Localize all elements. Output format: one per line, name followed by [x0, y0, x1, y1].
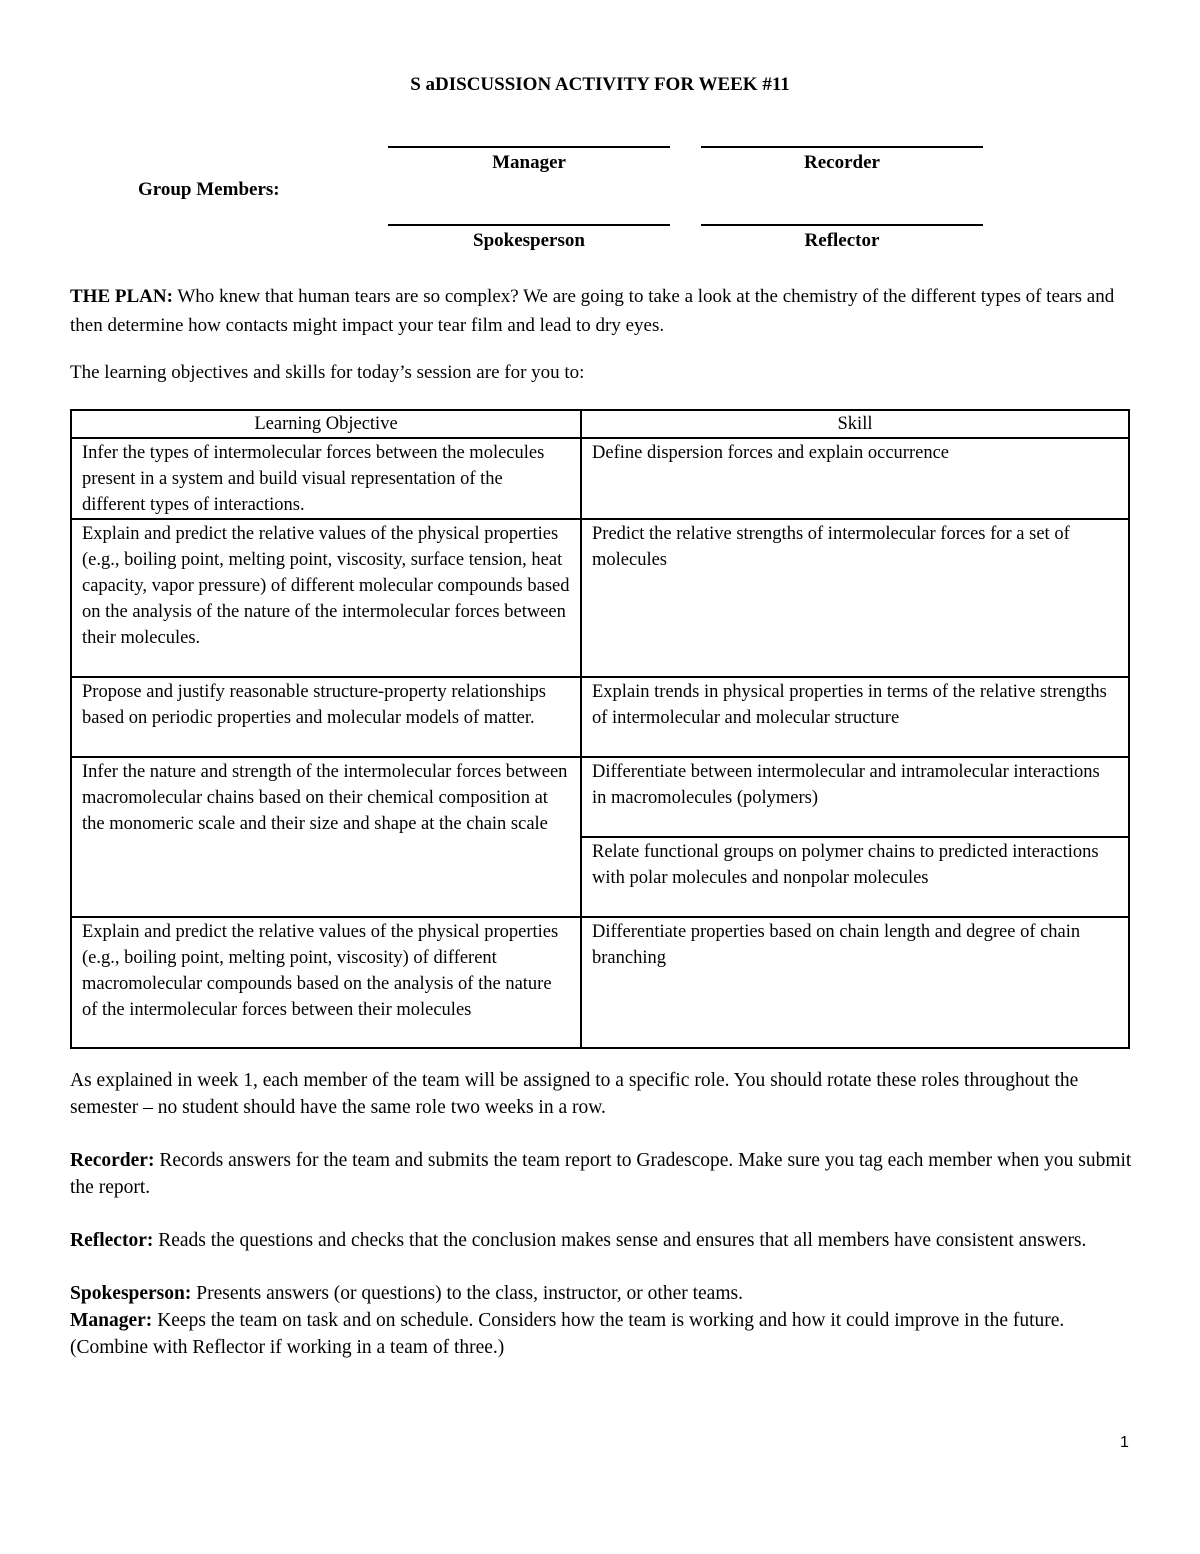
recorder-signature-line	[701, 146, 983, 148]
skill-cell: Predict the relative strengths of intermolecular forces for a set of molecules	[581, 519, 1129, 677]
page-title: S aDISCUSSION ACTIVITY FOR WEEK #11	[410, 74, 790, 95]
table-row	[71, 757, 1129, 837]
table-row	[71, 917, 1129, 1048]
plan-paragraph	[70, 282, 1140, 340]
spokesperson-text: Presents answers (or questions) to the class, instructor, or other teams.	[191, 1283, 743, 1304]
roles-intro-paragraph: As explained in week 1, each member of the team will be assigned to a specific role. You should rotate these roles throughout the semester – no student should have the same role two weeks in a row.	[70, 1070, 1079, 1118]
table-row	[71, 677, 1129, 757]
manager-description	[70, 1307, 1135, 1361]
objective-cell: Infer the types of intermolecular forces between the molecules present in a system and build visual representation of the different types of interactions.	[71, 438, 581, 519]
skill-cell: Differentiate between intermolecular and intramolecular interactions in macromolecules (polymers)	[581, 757, 1129, 837]
table-row	[71, 519, 1129, 677]
recorder-text: Records answers for the team and submits the team report to Gradescope. Make sure you tag each member when you submit the report.	[70, 1150, 1132, 1198]
spokesperson-role-label: Spokesperson	[473, 230, 585, 251]
manager-role-label: Manager	[492, 152, 566, 173]
spokesperson-signature-line	[388, 224, 670, 226]
manager-label: Manager:	[70, 1310, 153, 1331]
group-members-label: Group Members:	[138, 179, 280, 200]
roles-section	[70, 1067, 1135, 1361]
reflector-text: Reads the questions and checks that the conclusion makes sense and ensures that all members have consistent answers.	[153, 1230, 1087, 1251]
table-row	[71, 438, 1129, 519]
skill-cell: Define dispersion forces and explain occurrence	[581, 438, 1129, 519]
reflector-description	[70, 1227, 1135, 1254]
objective-cell: Propose and justify reasonable structure-property relationships based on periodic properties and molecular models of matter.	[71, 677, 581, 757]
spokesperson-label: Spokesperson:	[70, 1283, 192, 1304]
skill-cell: Explain trends in physical properties in terms of the relative strengths of intermolecular and molecular structure	[581, 677, 1129, 757]
plan-text: Who knew that human tears are so complex? We are going to take a look at the chemistry of the different types of tears and then determine how contacts might impact your tear film and lead to dry eyes.	[70, 286, 1115, 336]
objective-cell: Explain and predict the relative values of the physical properties (e.g., boiling point, melting point, viscosity) of different macromolecular compounds based on the analysis of the nature of the intermolecular forces between their molecules	[71, 917, 581, 1048]
spokesperson-description	[70, 1280, 1135, 1307]
skill-column-header: Skill	[581, 410, 1129, 438]
table-header-row	[71, 410, 1129, 438]
objective-column-header: Learning Objective	[71, 410, 581, 438]
manager-text: Keeps the team on task and on schedule. Considers how the team is working and how it could improve in the future. (Combine with Reflector if working in a team of three.)	[70, 1310, 1065, 1358]
objectives-table	[70, 409, 1130, 1049]
reflector-role-label: Reflector	[804, 230, 880, 251]
reflector-label: Reflector:	[70, 1230, 154, 1251]
recorder-description	[70, 1147, 1135, 1201]
objectives-intro: The learning objectives and skills for today’s session are for you to:	[70, 362, 585, 383]
manager-signature-line	[388, 146, 670, 148]
plan-label: THE PLAN:	[70, 286, 173, 307]
recorder-role-label: Recorder	[804, 152, 880, 173]
skill-cell: Relate functional groups on polymer chains to predicted interactions with polar molecules and nonpolar molecules	[581, 837, 1129, 917]
page-number: 1	[1120, 1434, 1129, 1451]
skill-cell: Differentiate properties based on chain length and degree of chain branching	[581, 917, 1129, 1048]
objective-cell: Infer the nature and strength of the intermolecular forces between macromolecular chains based on their chemical composition at the monomeric scale and their size and shape at the chain scale	[71, 757, 581, 917]
recorder-label: Recorder:	[70, 1150, 155, 1171]
reflector-signature-line	[701, 224, 983, 226]
objective-cell: Explain and predict the relative values of the physical properties (e.g., boiling point, melting point, viscosity, surface tension, heat capacity, vapor pressure) of different molecular compounds based on the analysis of the nature of the intermolecular forces between their molecules.	[71, 519, 581, 677]
